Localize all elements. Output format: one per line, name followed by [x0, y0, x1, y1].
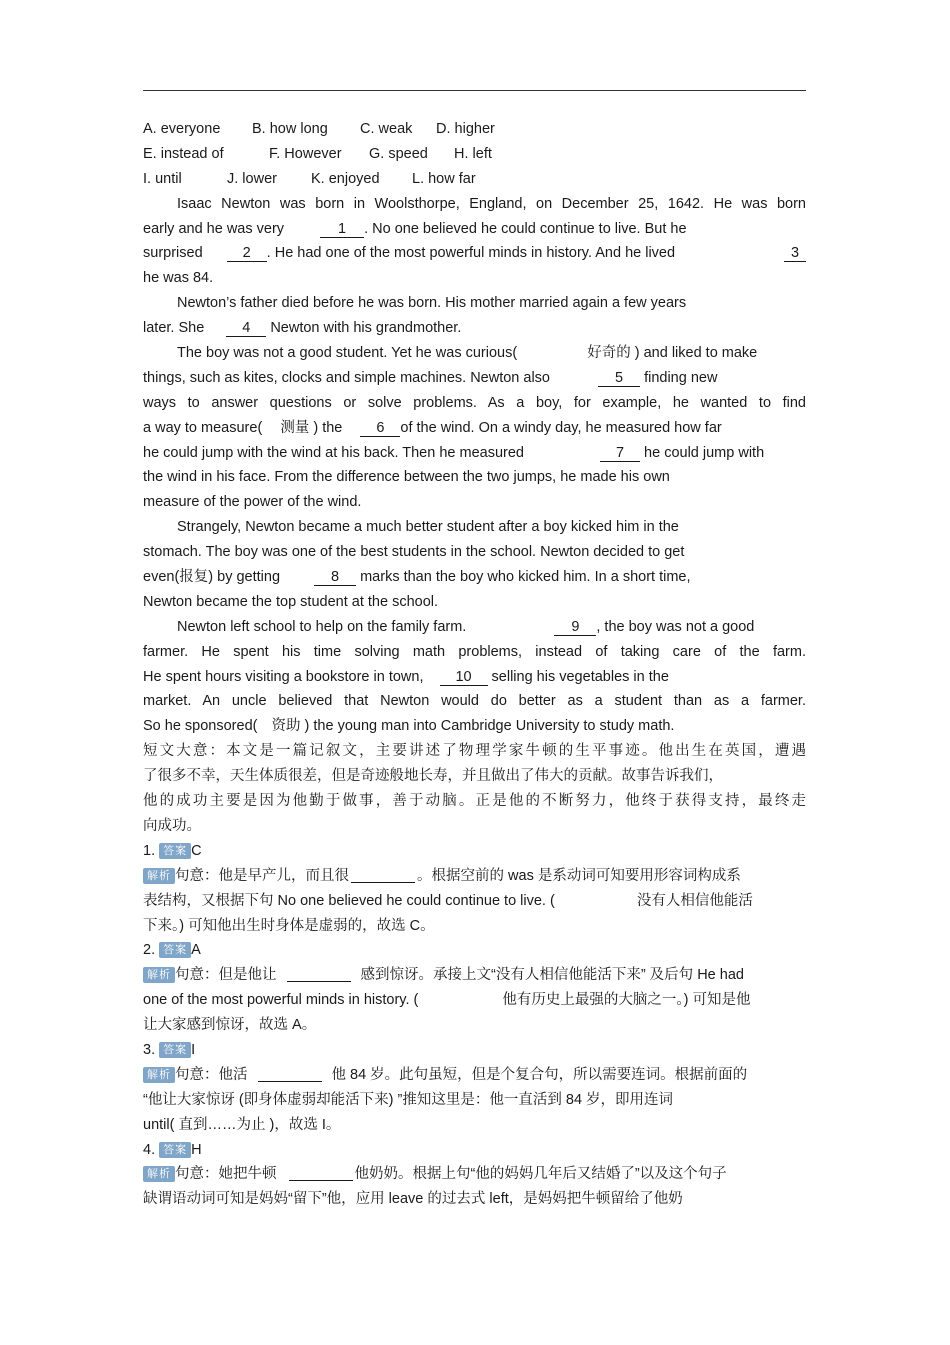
option-row	[143, 167, 806, 192]
analysis-line: 解析 句意：她把牛顿 他奶奶。根据上句“他的妈妈几年后又结婚了”以及这个句子	[143, 1162, 806, 1187]
passage-line: he was 84.	[143, 270, 214, 287]
passage-line: later. She 4 Newton with his grandmother.	[143, 320, 462, 337]
answer-line	[143, 938, 806, 963]
answer-value: H	[191, 1141, 202, 1158]
analysis-tag: 解析	[143, 868, 175, 884]
analysis-line: one of the most powerful minds in history. ( 他有历史上最强的大脑之一。) 可知是他	[143, 992, 751, 1009]
option-i: I. until	[143, 170, 182, 187]
analysis-tag: 解析	[143, 1166, 175, 1182]
answer-line	[143, 839, 806, 864]
analysis-line: 表结构，又根据下句 No one believed he could continue to live. ( 没有人相信他能活	[143, 892, 753, 909]
option-f: F. However	[269, 145, 342, 162]
passage-line: Newton left school to help on the family farm. 9 , the boy was not a good	[177, 618, 755, 635]
analysis-blank	[287, 966, 351, 982]
blank-3: 3	[784, 245, 806, 262]
passage-line: the wind in his face. From the difference between the two jumps, he made his own	[143, 469, 670, 486]
blank-8: 8	[314, 569, 356, 586]
answer-value: C	[191, 842, 202, 859]
answer-value: A	[191, 942, 201, 959]
blank-9: 9	[554, 619, 596, 636]
blank-10: 10	[440, 669, 488, 686]
answer-tag: 答案	[159, 1042, 191, 1058]
analysis-line: 下来。) 可知他出生时身体是虚弱的，故选 C。	[143, 917, 435, 934]
exercise-content	[143, 117, 806, 1212]
option-e: E. instead of	[143, 145, 224, 162]
passage-line: So he sponsored( 资助 ) the young man into Cambridge University to study math.	[143, 718, 675, 735]
analysis-line: until( 直到……为止 )，故选 I。	[143, 1116, 341, 1133]
analysis-blank	[351, 867, 415, 883]
option-j: J. lower	[227, 170, 277, 187]
question-number: 4.	[143, 1141, 156, 1158]
blank-1: 1	[320, 221, 364, 238]
answer-block	[143, 938, 806, 1038]
passage-line: farmer. He spent his time solving math problems, instead of taking care of the farm.	[143, 643, 806, 660]
question-number: 1.	[143, 842, 156, 859]
answer-line	[143, 1038, 806, 1063]
summary	[143, 739, 806, 839]
passage-line: a way to measure( 测量 ) the 6 of the wind. On a windy day, he measured how far	[143, 419, 722, 436]
analysis-line: 缺谓语动词可知是妈妈“留下”他，应用 leave 的过去式 left，是妈妈把牛顿留给了他奶	[143, 1191, 683, 1208]
analysis-line: 解析 句意：他活 他 84 岁。此句虽短，但是个复合句，所以需要连词。根据前面的	[143, 1063, 806, 1088]
question-number: 2.	[143, 942, 156, 959]
blank-7: 7	[600, 445, 640, 462]
passage-line: Newton became the top student at the school.	[143, 593, 439, 610]
passage-line: market. An uncle believed that Newton would do better as a student than as a farmer.	[143, 693, 806, 710]
answer-block	[143, 1038, 806, 1138]
question-number: 3.	[143, 1041, 156, 1058]
blank-2: 2	[227, 245, 267, 262]
answer-tag: 答案	[159, 1142, 191, 1158]
option-row	[143, 117, 806, 142]
option-row	[143, 142, 806, 167]
header-rule	[143, 90, 806, 91]
option-a: A. everyone	[143, 121, 221, 137]
blank-6: 6	[360, 420, 400, 437]
analysis-blank	[258, 1066, 322, 1082]
answer-value: I	[191, 1041, 196, 1058]
option-bank	[143, 117, 806, 192]
passage-line: Isaac Newton was born in Woolsthorpe, England, on December 25, 1642. He was born	[177, 195, 806, 212]
passage-line: stomach. The boy was one of the best students in the school. Newton decided to get	[143, 544, 685, 561]
analysis-line: 让大家感到惊讶，故选 A。	[143, 1017, 317, 1034]
answer-line	[143, 1138, 806, 1163]
passage-line: early and he was very 1 . No one believed he could continue to live. But he	[143, 220, 687, 237]
blank-4: 4	[226, 320, 266, 337]
analysis-line: 解析 句意：但是他让 感到惊讶。承接上文“没有人相信他能活下来” 及后句 He had	[143, 963, 806, 988]
analysis-line: 解析 句意：他是早产儿，而且很 。根据空前的 was 是系动词可知要用形容词构成系	[143, 864, 806, 889]
option-d: D. higher	[436, 121, 495, 137]
passage-line: he could jump with the wind at his back. Then he measured 7 he could jump with	[143, 444, 765, 461]
analysis-blank	[289, 1165, 353, 1181]
blank-5: 5	[598, 370, 640, 387]
answer-block	[143, 1138, 806, 1213]
answer-tag: 答案	[159, 942, 191, 958]
passage-line: even(报复) by getting 8 marks than the boy who kicked him. In a short time,	[143, 569, 691, 586]
summary-line: 了很多不幸，天生体质很差，但是奇迹般地长寿，并且做出了伟大的贡献。故事告诉我们，	[143, 768, 723, 785]
option-b: B. how long	[252, 121, 328, 137]
option-k: K. enjoyed	[311, 170, 380, 187]
passage-line: Newton’s father died before he was born. His mother married again a few years	[177, 295, 687, 312]
option-l: L. how far	[412, 170, 476, 187]
passage-line: He spent hours visiting a bookstore in town, 10 selling his vegetables in the	[143, 668, 669, 685]
passage-line: surprised 2 . He had one of the most powerful minds in history. And he lived 3	[143, 241, 806, 266]
analysis-tag: 解析	[143, 1067, 175, 1083]
summary-line: 向成功。	[143, 817, 201, 834]
passage-line: The boy was not a good student. Yet he was curious( 好奇的 ) and liked to make	[177, 345, 758, 362]
answer-block	[143, 839, 806, 939]
passage-line: Strangely, Newton became a much better student after a boy kicked him in the	[177, 519, 679, 536]
passage-line: measure of the power of the wind.	[143, 494, 362, 511]
summary-line: 短文大意：本文是一篇记叙文，主要讲述了物理学家牛顿的生平事迹。他出生在英国，遭遇	[143, 743, 806, 760]
option-h: H. left	[454, 145, 492, 162]
analysis-tag: 解析	[143, 967, 175, 983]
option-c: C. weak	[360, 121, 413, 137]
passage-line: things, such as kites, clocks and simple machines. Newton also 5 finding new	[143, 369, 718, 386]
analysis-line: “他让大家惊讶 (即身体虚弱却能活下来) ”推知这里是：他一直活到 84 岁，即用连词	[143, 1091, 674, 1108]
option-g: G. speed	[369, 145, 428, 162]
summary-line: 他的成功主要是因为他勤于做事，善于动脑。正是他的不断努力，他终于获得支持，最终走	[143, 793, 806, 810]
answer-tag: 答案	[159, 843, 191, 859]
passage	[143, 192, 806, 740]
passage-line: ways to answer questions or solve problems. As a boy, for example, he wanted to find	[143, 394, 806, 411]
